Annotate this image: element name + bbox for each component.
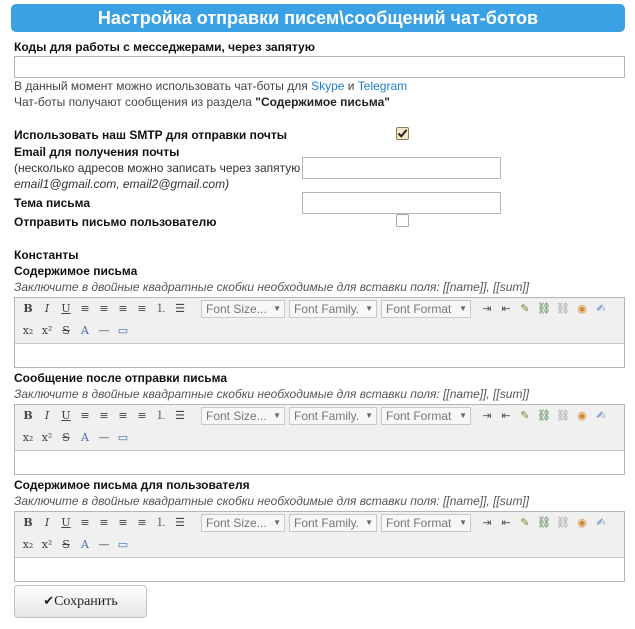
align-center-icon[interactable]: ≡ <box>99 516 109 529</box>
color-icon[interactable]: ◉ <box>577 516 587 529</box>
email-label: Email для получения почты <box>14 145 180 159</box>
rich-text-editor[interactable] <box>14 511 625 582</box>
align-justify-icon[interactable]: ≡ <box>137 516 147 529</box>
font-size-select[interactable]: Font Size... ▼ <box>201 300 285 318</box>
smtp-checkbox[interactable] <box>396 127 409 140</box>
smtp-label: Использовать наш SMTP для отправки почты <box>14 128 287 142</box>
html-icon[interactable]: ✍ <box>596 409 606 422</box>
subscript-icon[interactable]: x₂ <box>22 538 34 551</box>
align-center-icon[interactable]: ≡ <box>99 409 109 422</box>
align-justify-icon[interactable]: ≡ <box>137 409 147 422</box>
indent-icon[interactable]: ⇥ <box>482 409 492 422</box>
editor-label: Содержимое письма <box>14 264 138 278</box>
align-justify-icon[interactable]: ≡ <box>137 302 147 315</box>
font-size-select[interactable]: Font Size... ▼ <box>201 407 285 425</box>
font-format-select[interactable]: Font Format ▼ <box>381 407 471 425</box>
link-icon[interactable]: ⛓ <box>537 302 551 315</box>
unlink-icon[interactable]: ⛓ <box>556 516 570 529</box>
skype-link[interactable]: Skype <box>311 79 345 93</box>
subject-input[interactable] <box>302 192 501 214</box>
edit-icon[interactable]: ✎ <box>520 409 530 422</box>
check-icon: ✔ <box>43 594 55 609</box>
align-center-icon[interactable]: ≡ <box>99 302 109 315</box>
send-user-label: Отправить письмо пользователю <box>14 215 217 229</box>
image-icon[interactable]: ▭ <box>117 538 129 551</box>
indent-icon[interactable]: ⇥ <box>482 302 492 315</box>
font-size-select[interactable]: Font Size... ▼ <box>201 514 285 532</box>
bold-icon[interactable]: B <box>23 302 33 315</box>
unlink-icon[interactable]: ⛓ <box>556 302 570 315</box>
telegram-link[interactable]: Telegram <box>357 79 408 93</box>
horizontal-rule-icon[interactable]: — <box>98 538 110 551</box>
ordered-list-icon[interactable]: ⒈ <box>155 302 167 315</box>
font-format-select[interactable]: Font Format ▼ <box>381 514 471 532</box>
edit-icon[interactable]: ✎ <box>520 302 530 315</box>
align-left-icon[interactable]: ≡ <box>80 409 90 422</box>
unordered-list-icon[interactable]: ☰ <box>175 302 185 315</box>
link-icon[interactable]: ⛓ <box>537 516 551 529</box>
color-icon[interactable]: ◉ <box>577 409 587 422</box>
font-family-select[interactable]: Font Family. ▼ <box>289 407 377 425</box>
codes-label: Коды для работы с месседжерами, через запятую <box>14 40 315 54</box>
superscript-icon[interactable]: x² <box>41 324 53 337</box>
clear-format-icon[interactable]: A <box>81 431 89 444</box>
codes-note-2: Чат-боты получают сообщения из раздела "Содержимое письма" <box>14 95 390 109</box>
email-hint-2: email1@gmail.com, email2@gmail.com) <box>14 177 230 191</box>
rich-text-editor[interactable] <box>14 404 625 475</box>
editor-toolbar <box>15 405 624 451</box>
horizontal-rule-icon[interactable]: — <box>98 431 110 444</box>
unordered-list-icon[interactable]: ☰ <box>175 409 185 422</box>
bold-icon[interactable]: B <box>23 516 33 529</box>
unordered-list-icon[interactable]: ☰ <box>175 516 185 529</box>
underline-icon[interactable]: U <box>61 409 71 422</box>
clear-format-icon[interactable]: A <box>81 324 89 337</box>
clear-format-icon[interactable]: A <box>81 538 89 551</box>
strikethrough-icon[interactable]: S <box>62 431 70 444</box>
subscript-icon[interactable]: x₂ <box>22 431 34 444</box>
align-left-icon[interactable]: ≡ <box>80 516 90 529</box>
constants-label: Константы <box>14 248 79 262</box>
ordered-list-icon[interactable]: ⒈ <box>155 409 167 422</box>
editor-label: Сообщение после отправки письма <box>14 371 228 385</box>
superscript-icon[interactable]: x² <box>41 431 53 444</box>
codes-note: В данный момент можно использовать чат-боты для Skype и Telegram <box>14 79 408 93</box>
horizontal-rule-icon[interactable]: — <box>98 324 110 337</box>
outdent-icon[interactable]: ⇤ <box>501 516 511 529</box>
edit-icon[interactable]: ✎ <box>520 516 530 529</box>
editor-toolbar <box>15 298 624 344</box>
editor-hint: Заключите в двойные квадратные скобки необходимые для вставки поля: [[name]], [[sum]] <box>14 280 530 294</box>
outdent-icon[interactable]: ⇤ <box>501 409 511 422</box>
strikethrough-icon[interactable]: S <box>62 538 70 551</box>
email-input[interactable] <box>302 157 501 179</box>
html-icon[interactable]: ✍ <box>596 516 606 529</box>
italic-icon[interactable]: I <box>44 516 50 529</box>
page-title: Настройка отправки писем\сообщений чат-ботов <box>11 4 625 32</box>
unlink-icon[interactable]: ⛓ <box>556 409 570 422</box>
bold-icon[interactable]: B <box>23 409 33 422</box>
send-user-checkbox[interactable] <box>396 214 409 227</box>
outdent-icon[interactable]: ⇤ <box>501 302 511 315</box>
font-family-select[interactable]: Font Family. ▼ <box>289 300 377 318</box>
editor-hint: Заключите в двойные квадратные скобки необходимые для вставки поля: [[name]], [[sum]] <box>14 494 530 508</box>
email-hint-1: (несколько адресов можно записать через запятую <box>14 161 301 175</box>
save-button[interactable]: ✔Сохранить <box>14 585 147 618</box>
editor-hint: Заключите в двойные квадратные скобки необходимые для вставки поля: [[name]], [[sum]] <box>14 387 530 401</box>
underline-icon[interactable]: U <box>61 302 71 315</box>
indent-icon[interactable]: ⇥ <box>482 516 492 529</box>
align-right-icon[interactable]: ≡ <box>118 516 128 529</box>
underline-icon[interactable]: U <box>61 516 71 529</box>
link-icon[interactable]: ⛓ <box>537 409 551 422</box>
italic-icon[interactable]: I <box>44 409 50 422</box>
ordered-list-icon[interactable]: ⒈ <box>155 516 167 529</box>
font-family-select[interactable]: Font Family. ▼ <box>289 514 377 532</box>
html-icon[interactable]: ✍ <box>596 302 606 315</box>
subject-label: Тема письма <box>14 196 91 210</box>
codes-input[interactable] <box>14 56 625 78</box>
align-left-icon[interactable]: ≡ <box>80 302 90 315</box>
subscript-icon[interactable]: x₂ <box>22 324 34 337</box>
align-right-icon[interactable]: ≡ <box>118 409 128 422</box>
strikethrough-icon[interactable]: S <box>62 324 70 337</box>
editor-label: Содержимое письма для пользователя <box>14 478 250 492</box>
rich-text-editor[interactable] <box>14 297 625 368</box>
color-icon[interactable]: ◉ <box>577 302 587 315</box>
italic-icon[interactable]: I <box>44 302 50 315</box>
image-icon[interactable]: ▭ <box>117 431 129 444</box>
align-right-icon[interactable]: ≡ <box>118 302 128 315</box>
superscript-icon[interactable]: x² <box>41 538 53 551</box>
image-icon[interactable]: ▭ <box>117 324 129 337</box>
font-format-select[interactable]: Font Format ▼ <box>381 300 471 318</box>
editor-toolbar <box>15 512 624 558</box>
